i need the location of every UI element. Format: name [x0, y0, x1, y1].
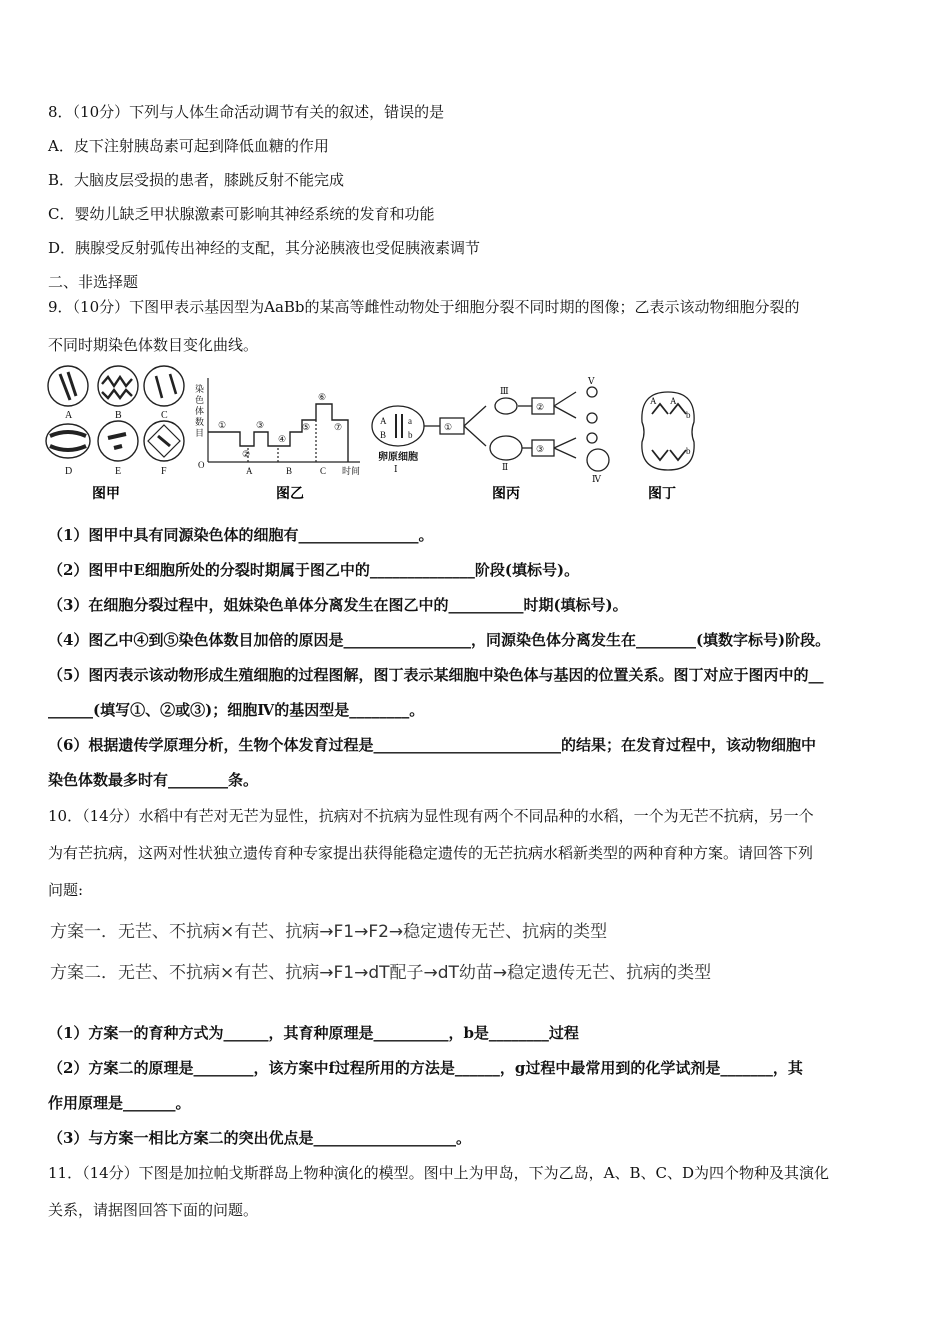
q9-stem-line2: 不同时期染色体数目变化曲线。 — [48, 336, 259, 354]
bing-numeral: Ⅲ — [500, 386, 509, 396]
bing-polar-body — [587, 433, 597, 443]
bing-gene: a — [408, 416, 412, 426]
bing-arrow — [554, 392, 576, 406]
figure-ding-caption: 图丁 — [648, 487, 676, 502]
cell-label: C — [161, 410, 168, 421]
q10-plan-1: 方案一．无芒、不抗病×有芒、抗病→F1→F2→稳定遗传无芒、抗病的类型 — [50, 922, 608, 942]
bing-numeral: Ⅴ — [588, 376, 595, 386]
cell-e — [98, 421, 138, 461]
cell-label: D — [65, 466, 73, 477]
bing-gene: A — [380, 416, 387, 426]
section-heading: 二、非选择题 — [48, 273, 139, 291]
yi-stage-label: ⑦ — [334, 422, 343, 432]
ding-gene: b — [686, 446, 691, 456]
yi-ylabel-char: 色 — [195, 395, 205, 405]
bing-gene: B — [380, 430, 387, 440]
q8-option-b: B．大脑皮层受损的患者，膝跳反射不能完成 — [48, 171, 345, 189]
figure-yi — [208, 378, 360, 462]
bing-cell-label: 卵原细胞 — [378, 452, 418, 463]
ding-gene: b — [686, 410, 691, 420]
bing-oogonium — [372, 406, 424, 446]
cell-b — [98, 366, 138, 406]
q10-part-3: （3）与方案一相比方案二的突出优点是___________________。 — [48, 1129, 471, 1147]
yi-xlabel: 时间 — [342, 466, 361, 476]
cell-label: A — [65, 410, 73, 421]
figure-bing-caption: 图丙 — [492, 487, 520, 502]
bing-numeral: Ⅳ — [592, 474, 601, 484]
ding-gene: A — [670, 396, 677, 406]
q10-stem-line2: 为有芒抗病，这两对性状独立遗传育种专家提出获得能稳定遗传的无芒抗病水稻新类型的两种育种方案。请回答下列 — [48, 844, 814, 862]
bing-numeral: Ⅰ — [394, 464, 398, 474]
q9-part-1: （1）图甲中具有同源染色体的细胞有________________。 — [48, 526, 434, 544]
bing-step-label: ③ — [536, 444, 545, 454]
yi-stage-label: ② — [242, 449, 251, 459]
yi-stage-label: ④ — [278, 434, 287, 444]
q8-option-a: A．皮下注射胰岛素可起到降低血糖的作用 — [48, 137, 329, 155]
bing-arrow — [554, 438, 576, 448]
cell-label: F — [161, 466, 167, 477]
bing-arrow — [464, 426, 486, 446]
bing-numeral: Ⅱ — [502, 462, 509, 472]
q9-part-5: （5）图丙表示该动物形成生殖细胞的过程图解，图丁表示某细胞中染色体与基因的位置关系。图丁对应于图丙中的__ — [48, 666, 824, 684]
cell-label: B — [115, 410, 122, 421]
q8-stem: 8．（10分）下列与人体生命活动调节有关的叙述，错误的是 — [48, 103, 445, 121]
q11-stem-line1: 11．（14分）下图是加拉帕戈斯群岛上物种演化的模型。图中上为甲岛，下为乙岛，A、B、C、D为四个物种及其演化 — [48, 1164, 830, 1182]
bing-polar-body — [587, 413, 597, 423]
q8-option-c: C．婴幼儿缺乏甲状腺激素可影响其神经系统的发育和功能 — [48, 205, 435, 223]
q10-part-2-cont: 作用原理是_______。 — [48, 1094, 191, 1112]
q10-plan-2: 方案二．无芒、不抗病×有芒、抗病→F1→dT配子→dT幼苗→稳定遗传无芒、抗病的类型 — [50, 963, 712, 983]
yi-origin: O — [198, 460, 205, 470]
yi-ylabel-char: 体 — [195, 406, 205, 416]
bing-arrow — [554, 406, 576, 418]
cell-d — [46, 424, 90, 458]
yi-xtick: C — [320, 466, 327, 476]
yi-xtick: B — [286, 466, 293, 476]
figure-ding-labels — [650, 396, 691, 456]
q9-part-4: （4）图乙中④到⑤染色体数目加倍的原因是_________________，同源染色体分离发生在________(填数字标号)阶段。 — [48, 631, 831, 649]
q9-part-3: （3）在细胞分裂过程中，姐妹染色单体分离发生在图乙中的__________时期(填标号)。 — [48, 596, 628, 614]
q10-stem-line1: 10．（14分）水稻中有芒对无芒为显性，抗病对不抗病为显性现有两个不同品种的水稻，一个为无芒不抗病，另一个 — [48, 807, 814, 825]
q9-part-6: （6）根据遗传学原理分析，生物个体发育过程是_________________________的结果；在发育过程中，该动物细胞中 — [48, 736, 816, 754]
yi-stage-label: ③ — [256, 420, 265, 430]
yi-ylabel-char: 染 — [195, 384, 205, 394]
ding-gene: A — [650, 396, 657, 406]
yi-ylabel-char: 目 — [195, 428, 205, 438]
q9-stem-line1: 9．（10分）下图甲表示基因型为AaBb的某高等雌性动物处于细胞分裂不同时期的图像；乙表示该动物细胞分裂的 — [48, 298, 800, 316]
bing-cell-ii — [490, 436, 522, 460]
q11-stem-line2: 关系，请据图回答下面的问题。 — [48, 1201, 259, 1219]
bing-arrow — [554, 448, 576, 458]
q10-part-2: （2）方案二的原理是________，该方案中f过程所用的方法是______，g过程中最常用到的化学试剂是_______，其 — [48, 1059, 803, 1077]
q9-figure — [40, 362, 910, 512]
bing-arrow — [464, 406, 486, 426]
q9-part-6-cont: 染色体数最多时有________条。 — [48, 771, 259, 789]
yi-stage-label: ① — [218, 420, 227, 430]
figure-bing-labels — [378, 376, 602, 484]
bing-step-label: ② — [536, 402, 545, 412]
yi-stage-label: ⑥ — [318, 392, 327, 402]
cell-label: E — [115, 466, 122, 477]
bing-step-label: ① — [444, 422, 453, 432]
q9-part-2: （2）图甲中E细胞所处的分裂时期属于图乙中的______________阶段(填标号)。 — [48, 561, 580, 579]
cell-c — [144, 366, 184, 406]
figure-yi-caption: 图乙 — [276, 487, 304, 502]
bing-polar-body — [587, 387, 597, 397]
yi-stage-label: ⑤ — [302, 422, 311, 432]
q8-option-d: D．胰腺受反射弧传出神经的支配，其分泌胰液也受促胰液素调节 — [48, 239, 481, 257]
yi-xtick: A — [246, 466, 253, 476]
figure-jia-labels — [65, 410, 168, 477]
yi-ylabel-char: 数 — [195, 417, 205, 427]
q9-part-5-cont: ______(填写①、②或③)；细胞Ⅳ的基因型是________。 — [48, 701, 425, 719]
bing-gene: b — [408, 430, 413, 440]
q10-stem-line3: 问题: — [48, 881, 84, 899]
figure-jia-caption: 图甲 — [92, 487, 120, 502]
bing-cell-iii — [495, 398, 517, 414]
q10-part-1: （1）方案一的育种方式为______，其育种原理是__________，b是________过程 — [48, 1024, 579, 1042]
bing-egg-cell — [587, 449, 609, 471]
